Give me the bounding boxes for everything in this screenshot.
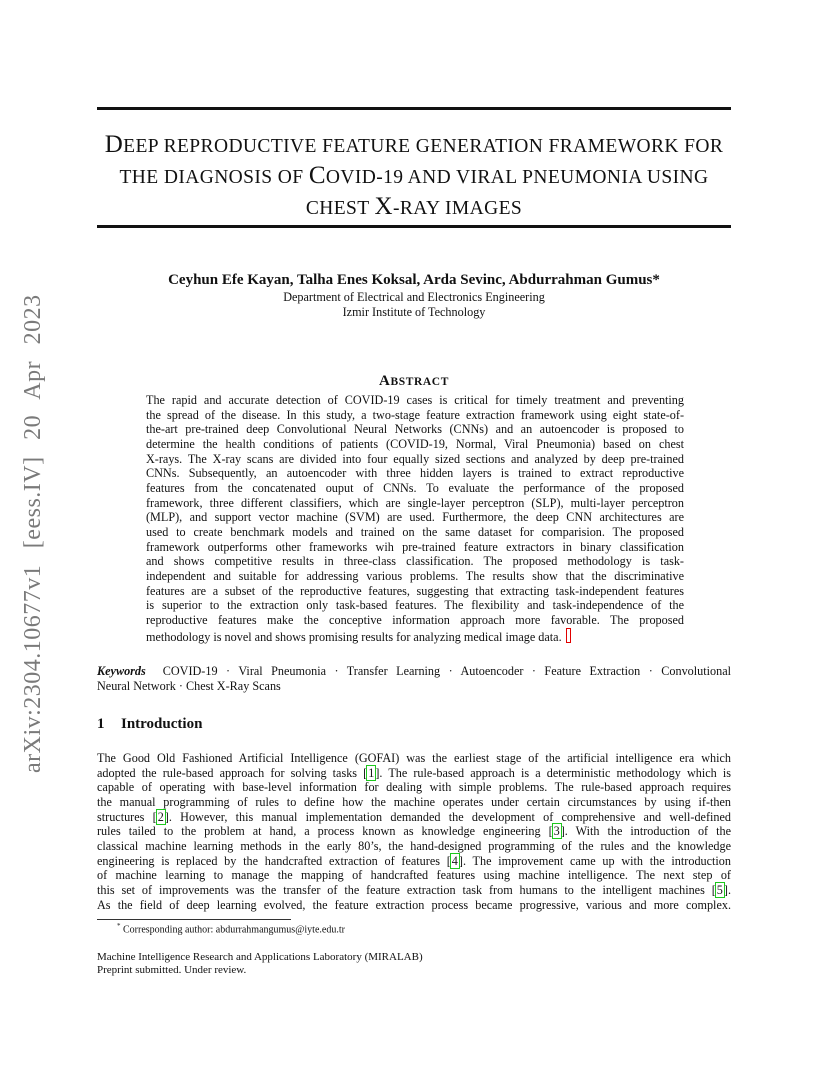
abstract-line: features are a subset of the reproductive features, suggesting that extracting task-independent features: [146, 583, 684, 598]
keywords-line-1: Keywords COVID-19 · Viral Pneumonia · Transfer Learning · Autoencoder · Feature Extraction · Convolutional: [97, 664, 731, 678]
keywords-line-2: Neural Network · Chest X-Ray Scans: [97, 678, 281, 693]
intro-line: classical machine learning methods in the early 80’s, the hand-designed programming of the rules and the knowledge: [97, 838, 731, 853]
title-line-1: DEEP REPRODUCTIVE FEATURE GENERATION FRAMEWORK FOR: [104, 131, 724, 158]
abstract-line: and shows competitive results in three-class classification. The proposed methodology is task-: [146, 554, 684, 569]
intro-line: capable of operating with base-level information for dealing with simple problems. The rule-based approach requires: [97, 780, 731, 795]
corresponding-author-footnote: * Corresponding author: abdurrahmangumus@iyte.edu.tr: [117, 922, 345, 936]
intro-line: this set of improvements was the transfer of the feature extraction task from humans to the intelligent machines [5].: [97, 882, 731, 897]
abstract-line: the-art pre-trained deep Convolutional Neural Networks (CNNs) and an autoencoder is proposed to: [146, 422, 684, 437]
abstract-heading: ABSTRACT: [379, 373, 449, 389]
abstract-line-last: methodology is novel and shows promising results for analyzing medical image data.: [146, 628, 684, 645]
citation-link[interactable]: 1: [368, 765, 375, 780]
footnote-link[interactable]: [566, 628, 571, 643]
footer-lab: Machine Intelligence Research and Applications Laboratory (MIRALAB): [97, 951, 423, 963]
citation-link[interactable]: 3: [553, 824, 560, 839]
intro-line: The Good Old Fashioned Artificial Intelligence (GOFAI) was the earliest stage of the artificial intelligence era which: [97, 751, 731, 765]
title-rule-top: [97, 107, 731, 110]
abstract-line: the spread of the disease. In this study, a two-stage feature extraction framework using eight state-of-: [146, 407, 684, 422]
title-line-3: CHEST X-RAY IMAGES: [305, 193, 523, 220]
abstract-line: is superior to the extraction only task-based features. The flexibility and task-independence of the: [146, 598, 684, 613]
paper-title: [97, 130, 731, 223]
intro-line: engineering is replaced by the handcrafted extraction of features [4]. The improvement came up with the introduction: [97, 853, 731, 868]
abstract-line: determine the health conditions of patients (COVID-19, Normal, Viral Pneumonia) based on chest: [146, 436, 684, 451]
abstract-line: CNNs. Subsequently, an autoencoder with three hidden layers is trained to extract reproductive: [146, 466, 684, 481]
abstract-line: reproductive features make the conceptive information approach more favorable. The proposed: [146, 612, 684, 627]
affiliation-institute: Izmir Institute of Technology: [342, 305, 486, 319]
abstract-line: framework outperforms other frameworks wih pre-trained feature extractors in binary classification: [146, 539, 684, 554]
author-list: Ceyhun Efe Kayan, Talha Enes Koksal, Arda Sevinc, Abdurrahman Gumus*: [168, 272, 660, 288]
section-heading-introduction: 1 Introduction: [97, 716, 203, 732]
arxiv-sidebar: arXiv:2304.10677v1 [eess.IV] 20 Apr 2023: [20, 294, 46, 773]
abstract-line: independent and suitable for addressing various problems. The results show that the discriminative: [146, 568, 684, 583]
abstract-line: features from the concatenated ouput of CNNs. To evaluate the performance of the proposed: [146, 480, 684, 495]
intro-line: rules tailed to the problem at hand, a process known as knowledge engineering [3]. With the introduction of the: [97, 824, 731, 839]
abstract-line: (MLP), and support vector machine (SVM) are used. Furthermore, the deep CNN architectures are: [146, 510, 684, 525]
abstract-line: framework, three different classifiers, which are single-layer perceptron (SLP), multi-layer perceptron: [146, 495, 684, 510]
footer-status: Preprint submitted. Under review.: [97, 964, 247, 976]
intro-line: of machine learning to manage the mapping of handcrafted features using machine intelligence. The next step of: [97, 868, 731, 883]
abstract-body: [146, 393, 684, 644]
keywords-label: Keywords: [97, 664, 146, 678]
keywords-block: [97, 664, 731, 693]
abstract-line: X-rays. The X-ray scans are divided into four equally sized sections and analyzed by deep pre-trained: [146, 451, 684, 466]
introduction-body: [97, 751, 731, 912]
citation-link[interactable]: 5: [716, 882, 723, 897]
intro-line: structures [2]. However, this manual implementation demanded the development of comprehensive and well-defined: [97, 809, 731, 824]
intro-line: As the field of deep learning evolved, the feature extraction process became progressive, various and more complex.: [97, 897, 731, 912]
footnote-rule: [97, 919, 291, 920]
citation-link[interactable]: 4: [451, 853, 458, 868]
title-line-2: THE DIAGNOSIS OF COVID-19 AND VIRAL PNEUMONIA USING: [119, 162, 709, 189]
affiliation-department: Department of Electrical and Electronics Engineering: [283, 290, 545, 304]
title-rule-bottom: [97, 225, 731, 228]
abstract-line: The rapid and accurate detection of COVID-19 cases is critical for timely treatment and preventing: [146, 393, 684, 407]
intro-line: adopted the rule-based approach for solving tasks [1]. The rule-based approach is a deterministic methodology which is: [97, 765, 731, 780]
citation-link[interactable]: 2: [157, 809, 164, 824]
abstract-line: used to create benchmark models and trained on the same dataset for comparision. The proposed: [146, 524, 684, 539]
intro-line: the manual programming of rules to define how the machine operates under certain circumstances by using if-then: [97, 794, 731, 809]
